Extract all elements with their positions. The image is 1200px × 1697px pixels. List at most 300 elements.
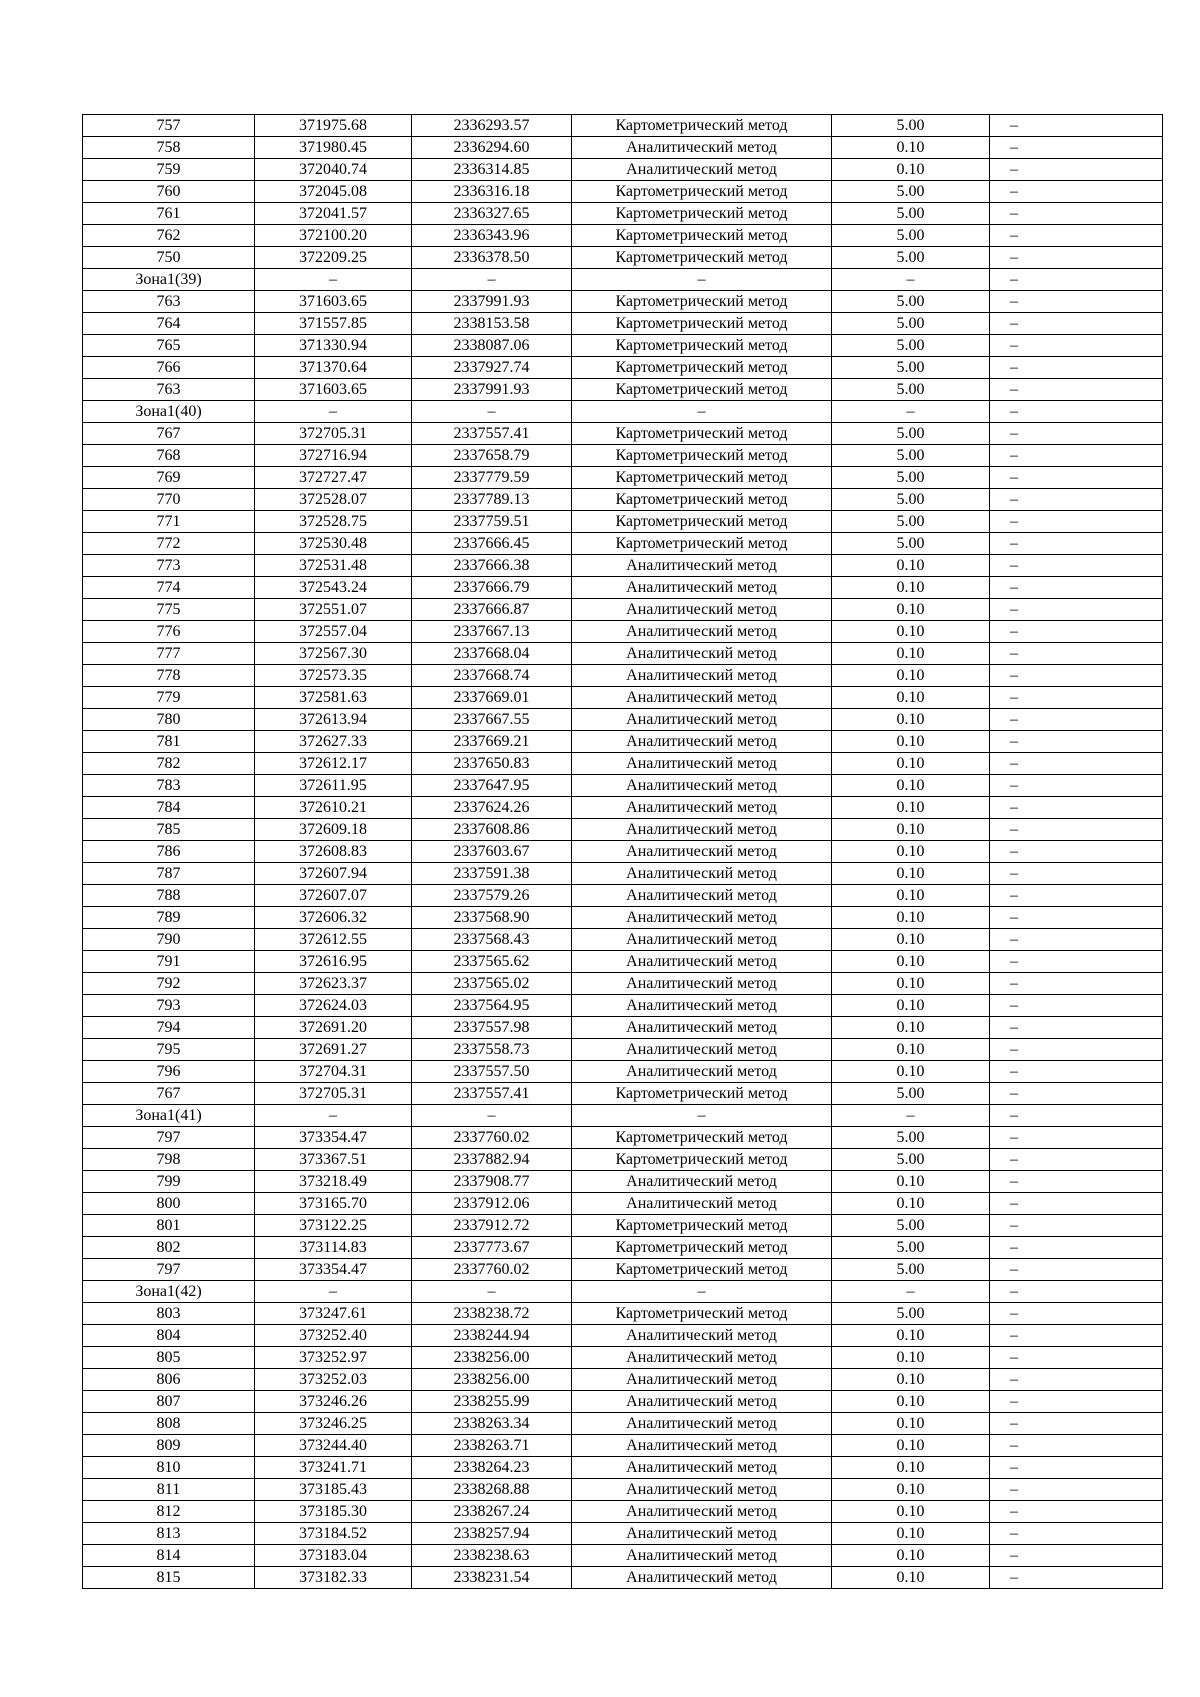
accuracy-cell: 0.10 [832, 775, 990, 797]
x-coordinate-cell: 372705.31 [255, 423, 412, 445]
description-cell: – [990, 1083, 1163, 1105]
y-coordinate-cell: 2337666.87 [412, 599, 572, 621]
point-number-cell: 802 [83, 1237, 255, 1259]
y-coordinate-cell: 2338255.99 [412, 1391, 572, 1413]
x-coordinate-cell: 373354.47 [255, 1127, 412, 1149]
accuracy-cell: 5.00 [832, 1303, 990, 1325]
method-cell: – [572, 401, 832, 423]
x-coordinate-cell: 372543.24 [255, 577, 412, 599]
y-coordinate-cell: 2337557.50 [412, 1061, 572, 1083]
table-row [83, 247, 1163, 269]
method-cell: Аналитический метод [572, 775, 832, 797]
y-coordinate-cell: – [412, 1105, 572, 1127]
table-row [83, 159, 1163, 181]
method-cell: Картометрический метод [572, 1083, 832, 1105]
method-cell: Аналитический метод [572, 1567, 832, 1589]
y-coordinate-cell: 2338238.63 [412, 1545, 572, 1567]
point-number-cell: 764 [83, 313, 255, 335]
table-row [83, 1391, 1163, 1413]
point-number-cell: 789 [83, 907, 255, 929]
description-cell: – [990, 1303, 1163, 1325]
method-cell: Картометрический метод [572, 181, 832, 203]
table-row [83, 907, 1163, 929]
x-coordinate-cell: 372100.20 [255, 225, 412, 247]
table-row [83, 1369, 1163, 1391]
y-coordinate-cell: 2336314.85 [412, 159, 572, 181]
method-cell: Аналитический метод [572, 1479, 832, 1501]
y-coordinate-cell: 2337882.94 [412, 1149, 572, 1171]
table-row [83, 951, 1163, 973]
method-cell: Аналитический метод [572, 973, 832, 995]
description-cell: – [990, 115, 1163, 137]
accuracy-cell: 0.10 [832, 929, 990, 951]
x-coordinate-cell: 373182.33 [255, 1567, 412, 1589]
y-coordinate-cell: 2336293.57 [412, 115, 572, 137]
point-number-cell: 801 [83, 1215, 255, 1237]
accuracy-cell: 0.10 [832, 951, 990, 973]
y-coordinate-cell: 2337779.59 [412, 467, 572, 489]
point-number-cell: 761 [83, 203, 255, 225]
table-row [83, 577, 1163, 599]
method-cell: Аналитический метод [572, 907, 832, 929]
accuracy-cell: 0.10 [832, 687, 990, 709]
x-coordinate-cell: 373165.70 [255, 1193, 412, 1215]
accuracy-cell: 5.00 [832, 1127, 990, 1149]
point-number-cell: 796 [83, 1061, 255, 1083]
x-coordinate-cell: 371603.65 [255, 379, 412, 401]
point-number-cell: 790 [83, 929, 255, 951]
point-number-cell: 791 [83, 951, 255, 973]
accuracy-cell: – [832, 401, 990, 423]
x-coordinate-cell: 372705.31 [255, 1083, 412, 1105]
point-number-cell: 803 [83, 1303, 255, 1325]
accuracy-cell: 0.10 [832, 1369, 990, 1391]
description-cell: – [990, 379, 1163, 401]
method-cell: Аналитический метод [572, 1413, 832, 1435]
x-coordinate-cell: 372613.94 [255, 709, 412, 731]
description-cell: – [990, 951, 1163, 973]
method-cell: Аналитический метод [572, 1457, 832, 1479]
table-row [83, 1303, 1163, 1325]
accuracy-cell: 0.10 [832, 885, 990, 907]
method-cell: Аналитический метод [572, 1501, 832, 1523]
point-number-cell: 813 [83, 1523, 255, 1545]
description-cell: – [990, 1479, 1163, 1501]
table-row [83, 467, 1163, 489]
table-row [83, 423, 1163, 445]
y-coordinate-cell: – [412, 401, 572, 423]
x-coordinate-cell: 372691.20 [255, 1017, 412, 1039]
table-row [83, 1171, 1163, 1193]
description-cell: – [990, 1061, 1163, 1083]
table-row [83, 533, 1163, 555]
accuracy-cell: 0.10 [832, 1479, 990, 1501]
table-row [83, 819, 1163, 841]
point-number-cell: 804 [83, 1325, 255, 1347]
table-row [83, 885, 1163, 907]
y-coordinate-cell: 2336294.60 [412, 137, 572, 159]
x-coordinate-cell: 372627.33 [255, 731, 412, 753]
method-cell: Картометрический метод [572, 445, 832, 467]
point-number-cell: 809 [83, 1435, 255, 1457]
method-cell: Картометрический метод [572, 1303, 832, 1325]
y-coordinate-cell: 2337927.74 [412, 357, 572, 379]
x-coordinate-cell: 372040.74 [255, 159, 412, 181]
point-number-cell: 758 [83, 137, 255, 159]
table-row [83, 1545, 1163, 1567]
method-cell: Аналитический метод [572, 1369, 832, 1391]
description-cell: – [990, 203, 1163, 225]
y-coordinate-cell: 2338087.06 [412, 335, 572, 357]
x-coordinate-cell: 372557.04 [255, 621, 412, 643]
x-coordinate-cell: 372727.47 [255, 467, 412, 489]
point-number-cell: 750 [83, 247, 255, 269]
table-row [83, 621, 1163, 643]
table-row [83, 1083, 1163, 1105]
method-cell: Картометрический метод [572, 357, 832, 379]
table-row [83, 775, 1163, 797]
table-row [83, 313, 1163, 335]
accuracy-cell: 0.10 [832, 1413, 990, 1435]
y-coordinate-cell: 2338231.54 [412, 1567, 572, 1589]
method-cell: Картометрический метод [572, 379, 832, 401]
method-cell: Аналитический метод [572, 665, 832, 687]
table-row [83, 929, 1163, 951]
point-number-cell: 779 [83, 687, 255, 709]
table-row [83, 1237, 1163, 1259]
accuracy-cell: 5.00 [832, 1083, 990, 1105]
point-number-cell: 795 [83, 1039, 255, 1061]
point-number-cell: 771 [83, 511, 255, 533]
description-cell: – [990, 797, 1163, 819]
x-coordinate-cell: 373114.83 [255, 1237, 412, 1259]
point-number-cell: 775 [83, 599, 255, 621]
table-row [83, 225, 1163, 247]
y-coordinate-cell: 2338268.88 [412, 1479, 572, 1501]
table-row [83, 335, 1163, 357]
y-coordinate-cell: 2337669.01 [412, 687, 572, 709]
accuracy-cell: 0.10 [832, 1457, 990, 1479]
description-cell: – [990, 357, 1163, 379]
accuracy-cell: 5.00 [832, 423, 990, 445]
y-coordinate-cell: 2337912.72 [412, 1215, 572, 1237]
x-coordinate-cell: 373252.03 [255, 1369, 412, 1391]
x-coordinate-cell: 372716.94 [255, 445, 412, 467]
method-cell: Картометрический метод [572, 1259, 832, 1281]
y-coordinate-cell: 2338238.72 [412, 1303, 572, 1325]
description-cell: – [990, 775, 1163, 797]
x-coordinate-cell: 372581.63 [255, 687, 412, 709]
accuracy-cell: 0.10 [832, 577, 990, 599]
point-number-cell: 797 [83, 1259, 255, 1281]
point-number-cell: 786 [83, 841, 255, 863]
description-cell: – [990, 291, 1163, 313]
accuracy-cell: 0.10 [832, 137, 990, 159]
table-row [83, 181, 1163, 203]
y-coordinate-cell: 2338263.71 [412, 1435, 572, 1457]
accuracy-cell: 5.00 [832, 225, 990, 247]
method-cell: Аналитический метод [572, 599, 832, 621]
accuracy-cell: 0.10 [832, 1391, 990, 1413]
description-cell: – [990, 313, 1163, 335]
x-coordinate-cell: 372611.95 [255, 775, 412, 797]
accuracy-cell: – [832, 1281, 990, 1303]
point-number-cell: 777 [83, 643, 255, 665]
method-cell: Аналитический метод [572, 841, 832, 863]
description-cell: – [990, 1391, 1163, 1413]
method-cell: Картометрический метод [572, 247, 832, 269]
method-cell: Аналитический метод [572, 709, 832, 731]
table-row [83, 731, 1163, 753]
description-cell: – [990, 511, 1163, 533]
description-cell: – [990, 489, 1163, 511]
y-coordinate-cell: 2338257.94 [412, 1523, 572, 1545]
accuracy-cell: 0.10 [832, 555, 990, 577]
description-cell: – [990, 1457, 1163, 1479]
x-coordinate-cell: 372209.25 [255, 247, 412, 269]
description-cell: – [990, 555, 1163, 577]
x-coordinate-cell: 371557.85 [255, 313, 412, 335]
method-cell: Картометрический метод [572, 533, 832, 555]
method-cell: Аналитический метод [572, 1523, 832, 1545]
point-number-cell: 807 [83, 1391, 255, 1413]
description-cell: – [990, 1545, 1163, 1567]
accuracy-cell: 5.00 [832, 379, 990, 401]
y-coordinate-cell: 2337666.79 [412, 577, 572, 599]
accuracy-cell: 5.00 [832, 291, 990, 313]
x-coordinate-cell: 373367.51 [255, 1149, 412, 1171]
table-row [83, 665, 1163, 687]
accuracy-cell: 5.00 [832, 1215, 990, 1237]
point-number-cell: 774 [83, 577, 255, 599]
method-cell: – [572, 269, 832, 291]
method-cell: – [572, 1105, 832, 1127]
description-cell: – [990, 533, 1163, 555]
point-number-cell: 806 [83, 1369, 255, 1391]
y-coordinate-cell: 2338244.94 [412, 1325, 572, 1347]
method-cell: Аналитический метод [572, 1435, 832, 1457]
description-cell: – [990, 709, 1163, 731]
description-cell: – [990, 863, 1163, 885]
table-row [83, 555, 1163, 577]
x-coordinate-cell: 372606.32 [255, 907, 412, 929]
description-cell: – [990, 181, 1163, 203]
method-cell: Картометрический метод [572, 115, 832, 137]
point-number-cell: 814 [83, 1545, 255, 1567]
y-coordinate-cell: 2338256.00 [412, 1369, 572, 1391]
point-number-cell: 762 [83, 225, 255, 247]
point-number-cell: 810 [83, 1457, 255, 1479]
table-row [83, 379, 1163, 401]
accuracy-cell: 5.00 [832, 489, 990, 511]
description-cell: – [990, 1501, 1163, 1523]
zone-header-row [83, 1105, 1163, 1127]
point-number-cell: Зона1(39) [83, 269, 255, 291]
description-cell: – [990, 577, 1163, 599]
method-cell: Аналитический метод [572, 1017, 832, 1039]
table-row [83, 687, 1163, 709]
accuracy-cell: 0.10 [832, 797, 990, 819]
x-coordinate-cell: 373218.49 [255, 1171, 412, 1193]
point-number-cell: 783 [83, 775, 255, 797]
method-cell: Аналитический метод [572, 555, 832, 577]
x-coordinate-cell: 371603.65 [255, 291, 412, 313]
table-row [83, 1017, 1163, 1039]
table-row [83, 1061, 1163, 1083]
y-coordinate-cell: 2337668.74 [412, 665, 572, 687]
method-cell: Аналитический метод [572, 797, 832, 819]
point-number-cell: 772 [83, 533, 255, 555]
table-row [83, 291, 1163, 313]
method-cell: Аналитический метод [572, 885, 832, 907]
y-coordinate-cell: 2337591.38 [412, 863, 572, 885]
accuracy-cell: 0.10 [832, 1039, 990, 1061]
x-coordinate-cell: 372691.27 [255, 1039, 412, 1061]
table-row [83, 1457, 1163, 1479]
accuracy-cell: 0.10 [832, 599, 990, 621]
method-cell: Картометрический метод [572, 489, 832, 511]
x-coordinate-cell: 372610.21 [255, 797, 412, 819]
description-cell: – [990, 269, 1163, 291]
table-row [83, 973, 1163, 995]
table-row [83, 1413, 1163, 1435]
y-coordinate-cell: 2337773.67 [412, 1237, 572, 1259]
method-cell: Аналитический метод [572, 819, 832, 841]
description-cell: – [990, 467, 1163, 489]
y-coordinate-cell: 2337912.06 [412, 1193, 572, 1215]
y-coordinate-cell: 2337557.98 [412, 1017, 572, 1039]
method-cell: Аналитический метод [572, 1325, 832, 1347]
accuracy-cell: 5.00 [832, 357, 990, 379]
point-number-cell: 760 [83, 181, 255, 203]
y-coordinate-cell: 2337667.13 [412, 621, 572, 643]
description-cell: – [990, 1017, 1163, 1039]
point-number-cell: 808 [83, 1413, 255, 1435]
table-row [83, 995, 1163, 1017]
description-cell: – [990, 907, 1163, 929]
x-coordinate-cell: 372704.31 [255, 1061, 412, 1083]
description-cell: – [990, 1105, 1163, 1127]
method-cell: Картометрический метод [572, 511, 832, 533]
y-coordinate-cell: 2337908.77 [412, 1171, 572, 1193]
y-coordinate-cell: 2337568.90 [412, 907, 572, 929]
point-number-cell: 765 [83, 335, 255, 357]
y-coordinate-cell: 2338153.58 [412, 313, 572, 335]
x-coordinate-cell: 372530.48 [255, 533, 412, 555]
table-row [83, 1193, 1163, 1215]
description-cell: – [990, 401, 1163, 423]
point-number-cell: 767 [83, 1083, 255, 1105]
point-number-cell: 811 [83, 1479, 255, 1501]
accuracy-cell: 0.10 [832, 1567, 990, 1589]
y-coordinate-cell: 2337991.93 [412, 291, 572, 313]
description-cell: – [990, 753, 1163, 775]
point-number-cell: Зона1(41) [83, 1105, 255, 1127]
method-cell: Картометрический метод [572, 225, 832, 247]
accuracy-cell: 0.10 [832, 1325, 990, 1347]
x-coordinate-cell: 372607.07 [255, 885, 412, 907]
table-row [83, 709, 1163, 731]
zone-header-row [83, 269, 1163, 291]
x-coordinate-cell: 372623.37 [255, 973, 412, 995]
accuracy-cell: 5.00 [832, 247, 990, 269]
x-coordinate-cell: 373252.40 [255, 1325, 412, 1347]
y-coordinate-cell: – [412, 269, 572, 291]
description-cell: – [990, 929, 1163, 951]
point-number-cell: 757 [83, 115, 255, 137]
method-cell: Аналитический метод [572, 159, 832, 181]
method-cell: Аналитический метод [572, 1061, 832, 1083]
accuracy-cell: 0.10 [832, 159, 990, 181]
point-number-cell: 766 [83, 357, 255, 379]
method-cell: Аналитический метод [572, 137, 832, 159]
accuracy-cell: 0.10 [832, 863, 990, 885]
method-cell: Аналитический метод [572, 753, 832, 775]
x-coordinate-cell: 372528.07 [255, 489, 412, 511]
method-cell: Аналитический метод [572, 1039, 832, 1061]
y-coordinate-cell: 2338256.00 [412, 1347, 572, 1369]
point-number-cell: 767 [83, 423, 255, 445]
x-coordinate-cell: – [255, 401, 412, 423]
point-number-cell: 797 [83, 1127, 255, 1149]
description-cell: – [990, 225, 1163, 247]
y-coordinate-cell: 2337624.26 [412, 797, 572, 819]
y-coordinate-cell: 2337667.55 [412, 709, 572, 731]
method-cell: Картометрический метод [572, 313, 832, 335]
x-coordinate-cell: 372608.83 [255, 841, 412, 863]
method-cell: Аналитический метод [572, 951, 832, 973]
table-row [83, 203, 1163, 225]
x-coordinate-cell: 373183.04 [255, 1545, 412, 1567]
method-cell: Аналитический метод [572, 731, 832, 753]
x-coordinate-cell: 373241.71 [255, 1457, 412, 1479]
accuracy-cell: 0.10 [832, 1017, 990, 1039]
accuracy-cell: 0.10 [832, 1061, 990, 1083]
method-cell: Аналитический метод [572, 643, 832, 665]
x-coordinate-cell: – [255, 1281, 412, 1303]
y-coordinate-cell: 2337760.02 [412, 1127, 572, 1149]
y-coordinate-cell: 2337603.67 [412, 841, 572, 863]
x-coordinate-cell: 372567.30 [255, 643, 412, 665]
method-cell: Картометрический метод [572, 467, 832, 489]
y-coordinate-cell: 2337568.43 [412, 929, 572, 951]
description-cell: – [990, 621, 1163, 643]
point-number-cell: 800 [83, 1193, 255, 1215]
method-cell: Аналитический метод [572, 1391, 832, 1413]
table-row [83, 115, 1163, 137]
coordinates-table-body [83, 115, 1163, 1589]
point-number-cell: 778 [83, 665, 255, 687]
description-cell: – [990, 1435, 1163, 1457]
x-coordinate-cell: 372045.08 [255, 181, 412, 203]
y-coordinate-cell: 2336327.65 [412, 203, 572, 225]
description-cell: – [990, 159, 1163, 181]
method-cell: Аналитический метод [572, 995, 832, 1017]
x-coordinate-cell: 372624.03 [255, 995, 412, 1017]
accuracy-cell: 5.00 [832, 335, 990, 357]
x-coordinate-cell: 373247.61 [255, 1303, 412, 1325]
table-row [83, 1501, 1163, 1523]
y-coordinate-cell: 2337579.26 [412, 885, 572, 907]
description-cell: – [990, 423, 1163, 445]
y-coordinate-cell: 2338267.24 [412, 1501, 572, 1523]
table-row [83, 863, 1163, 885]
x-coordinate-cell: 372609.18 [255, 819, 412, 841]
accuracy-cell: 0.10 [832, 973, 990, 995]
y-coordinate-cell: 2337608.86 [412, 819, 572, 841]
accuracy-cell: – [832, 269, 990, 291]
method-cell: Картометрический метод [572, 291, 832, 313]
